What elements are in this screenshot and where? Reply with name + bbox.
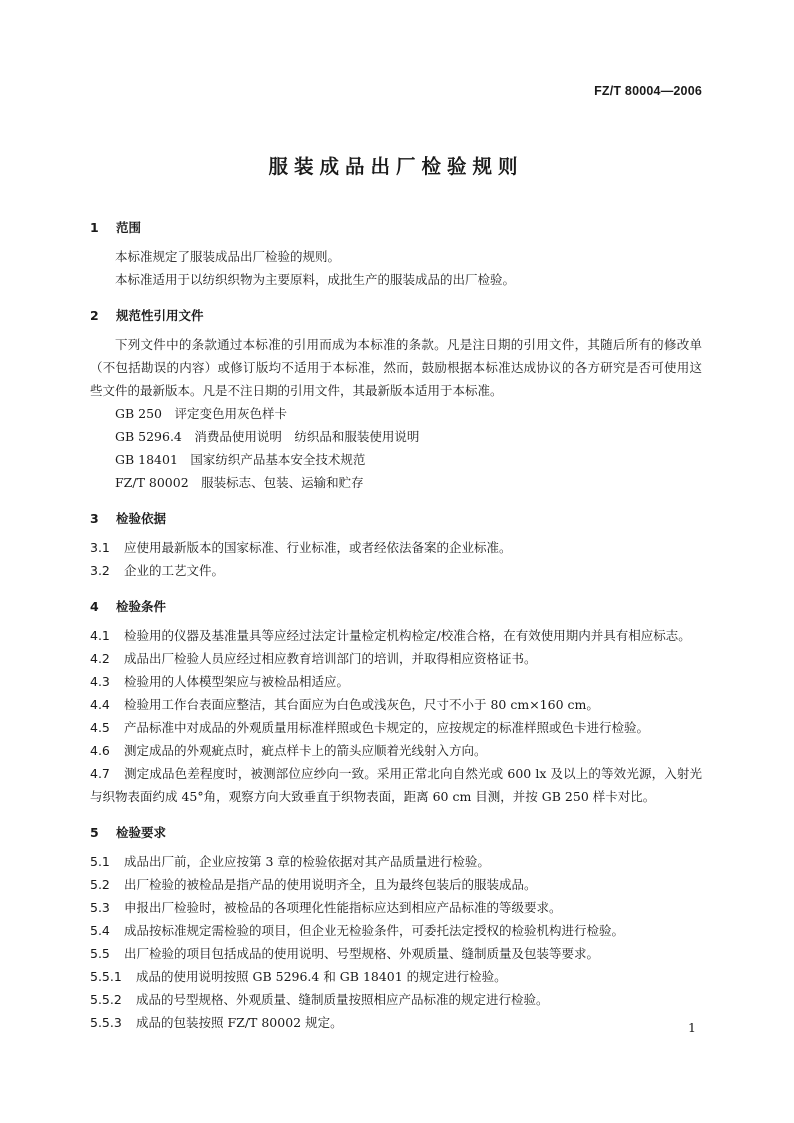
section-title: 检验要求: [116, 825, 167, 840]
clause-text: 出厂检验的项目包括成品的使用说明、号型规格、外观质量、缝制质量及包装等要求。: [124, 946, 600, 961]
clause: [90, 988, 702, 1011]
clause-text: 应使用最新版本的国家标准、行业标准，或者经依法备案的企业标准。: [124, 540, 512, 555]
paragraph: 下列文件中的条款通过本标准的引用而成为本标准的条款。凡是注日期的引用文件，其随后所有的修改单（不包括勘误的内容）或修订版均不适用于本标准，然而，鼓励根据本标准达成协议的各方研究是否可使用这些文件的最新版本。凡是不注日期的引用文件，其最新版本适用于本标准。: [90, 337, 702, 398]
clause: [90, 693, 702, 716]
clause-number: 5.5.1: [90, 969, 122, 984]
clause: [90, 1011, 702, 1034]
section-heading: [90, 595, 702, 618]
clause-text: 测定成品的外观疵点时，疵点样卡上的箭头应顺着光线射入方向。: [124, 743, 487, 758]
clause-text: 出厂检验的被检品是指产品的使用说明齐全，且为最终包装后的服装成品。: [124, 877, 537, 892]
reference-item: FZ/T 80002 服装标志、包装、运输和贮存: [115, 475, 364, 490]
clause-text: 检验用的仪器及基准量具等应经过法定计量检定机构检定/校准合格，在有效使用期内并具有相应标志。: [124, 628, 691, 643]
clause: [90, 850, 702, 873]
page-number: 1: [688, 1020, 696, 1035]
document-title: 服装成品出厂检验规则: [268, 155, 524, 178]
section-title: 检验条件: [116, 599, 167, 614]
clause-text: 成品出厂检验人员应经过相应教育培训部门的培训，并取得相应资格证书。: [124, 651, 537, 666]
clause-number: 5.5.3: [90, 1015, 122, 1030]
clause: [90, 536, 702, 559]
section-number: 4: [90, 599, 99, 614]
clause-text: 成品按标准规定需检验的项目，但企业无检验条件，可委托法定授权的检验机构进行检验。: [124, 923, 625, 938]
clause: [90, 670, 702, 693]
clause: [90, 762, 702, 808]
section-title: 检验依据: [116, 511, 167, 526]
section-number: 3: [90, 511, 99, 526]
clause-number: 3.2: [90, 563, 110, 578]
paragraph: 本标准规定了服装成品出厂检验的规则。: [115, 249, 341, 264]
clause-number: 4.4: [90, 697, 110, 712]
reference-item: GB 18401 国家纺织产品基本安全技术规范: [115, 452, 366, 467]
clause-number: 5.2: [90, 877, 110, 892]
section-number: 2: [90, 308, 99, 323]
clause: [90, 965, 702, 988]
section-heading: [90, 507, 702, 530]
section-number: 1: [90, 220, 99, 235]
document-page: [90, 0, 702, 1123]
clause: [90, 873, 702, 896]
clause-number: 5.1: [90, 854, 110, 869]
section-number: 5: [90, 825, 99, 840]
clause-text: 成品出厂前，企业应按第 3 章的检验依据对其产品质量进行检验。: [124, 854, 490, 869]
clause: [90, 896, 702, 919]
clause: [90, 716, 702, 739]
standard-code: FZ/T 80004—2006: [594, 84, 702, 98]
clause-number: 4.2: [90, 651, 110, 666]
clause: [90, 624, 702, 647]
section-title: 范围: [116, 220, 142, 235]
section-title: 规范性引用文件: [116, 308, 204, 323]
paragraph: 本标准适用于以纺织织物为主要原料，成批生产的服装成品的出厂检验。: [115, 272, 516, 287]
reference-item: GB 5296.4 消费品使用说明 纺织品和服装使用说明: [115, 429, 420, 444]
reference-item: GB 250 评定变色用灰色样卡: [115, 406, 288, 421]
clause: [90, 919, 702, 942]
clause-text: 成品的号型规格、外观质量、缝制质量按照相应产品标准的规定进行检验。: [136, 992, 549, 1007]
section-heading: [90, 304, 702, 327]
section-heading: [90, 821, 702, 844]
clause: [90, 739, 702, 762]
clause-number: 4.7: [90, 766, 110, 781]
clause-number: 4.5: [90, 720, 110, 735]
clause-number: 4.1: [90, 628, 110, 643]
section-heading: [90, 216, 702, 239]
clause-text: 成品的包装按照 FZ/T 80002 规定。: [136, 1015, 343, 1030]
clause: [90, 559, 702, 582]
clause-text: 申报出厂检验时，被检品的各项理化性能指标应达到相应产品标准的等级要求。: [124, 900, 562, 915]
document-body: [90, 212, 702, 1034]
clause-text: 产品标准中对成品的外观质量用标准样照或色卡规定的，应按规定的标准样照或色卡进行检验。: [124, 720, 650, 735]
clause-number: 5.3: [90, 900, 110, 915]
clause-number: 5.5.2: [90, 992, 122, 1007]
clause-text: 成品的使用说明按照 GB 5296.4 和 GB 18401 的规定进行检验。: [136, 969, 507, 984]
clause-text: 测定成品色差程度时，被测部位应纱向一致。采用正常北向自然光或 600 lx 及以上的等效光源，入射光与织物表面约成 45°角，观察方向大致垂直于织物表面，距离 60 cm 目测，并按 GB 250 样卡对比。: [90, 766, 702, 804]
clause: [90, 942, 702, 965]
clause-text: 检验用的人体模型架应与被检品相适应。: [124, 674, 350, 689]
clause-text: 企业的工艺文件。: [124, 563, 225, 578]
clause-number: 4.3: [90, 674, 110, 689]
clause-number: 4.6: [90, 743, 110, 758]
clause-text: 检验用工作台表面应整洁，其台面应为白色或浅灰色，尺寸不小于 80 cm×160 cm。: [124, 697, 599, 712]
clause-number: 3.1: [90, 540, 110, 555]
clause-number: 5.5: [90, 946, 110, 961]
clause-number: 5.4: [90, 923, 110, 938]
clause: [90, 647, 702, 670]
